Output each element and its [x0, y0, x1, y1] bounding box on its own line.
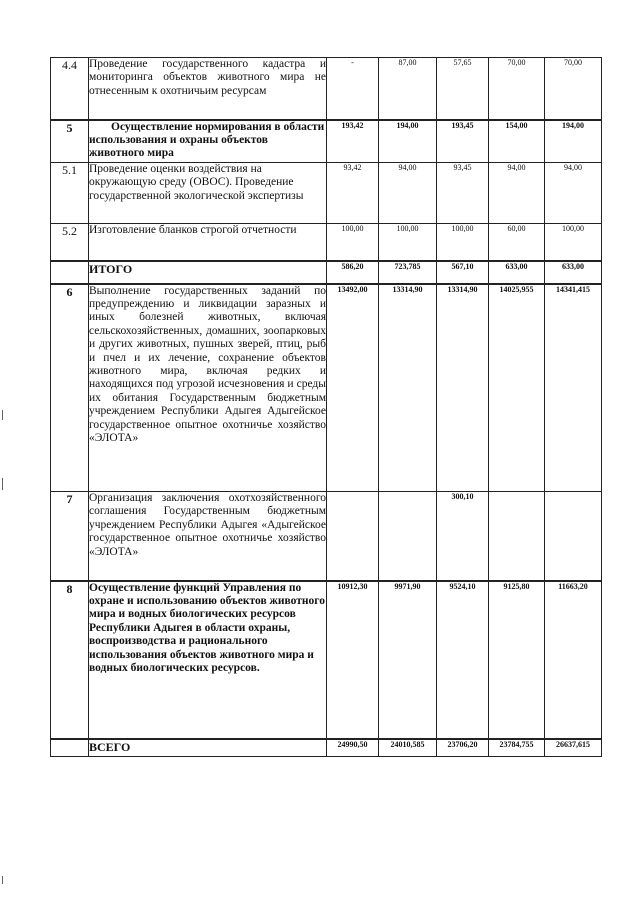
table-row — [51, 58, 602, 120]
value-cell: 14341,415 — [545, 284, 602, 492]
table-row — [51, 224, 602, 261]
value-cell — [327, 492, 379, 581]
row-number: 7 — [51, 492, 89, 581]
row-number — [51, 261, 89, 284]
value-cell: 94,00 — [489, 163, 545, 224]
scan-mark — [2, 478, 3, 490]
row-number: 8 — [51, 581, 89, 739]
value-cell: 567,10 — [437, 261, 489, 284]
table-row — [51, 284, 602, 492]
value-cell: 100,00 — [437, 224, 489, 261]
value-cell: 13492,00 — [327, 284, 379, 492]
value-cell: 26637,615 — [545, 739, 602, 757]
value-cell: - — [327, 58, 379, 120]
budget-table — [50, 57, 602, 757]
value-cell: 633,00 — [489, 261, 545, 284]
row-number: 6 — [51, 284, 89, 492]
value-cell: 13314,90 — [379, 284, 437, 492]
row-name: Осуществление нормирования в области использования и охраны объектов животного мира — [89, 120, 327, 163]
value-cell: 154,00 — [489, 120, 545, 163]
row-name: Изготовление бланков строгой отчетности — [89, 224, 327, 261]
value-cell: 194,00 — [379, 120, 437, 163]
row-number: 4.4 — [51, 58, 89, 120]
value-cell: 300,10 — [437, 492, 489, 581]
table-row — [51, 120, 602, 163]
value-cell: 14025,955 — [489, 284, 545, 492]
subtotal-label: ИТОГО — [89, 261, 327, 284]
table-row — [51, 581, 602, 739]
value-cell: 9125,80 — [489, 581, 545, 739]
table-row — [51, 163, 602, 224]
value-cell: 193,45 — [437, 120, 489, 163]
value-cell: 723,785 — [379, 261, 437, 284]
subtotal-row — [51, 261, 602, 284]
table-row — [51, 492, 602, 581]
row-number: 5.2 — [51, 224, 89, 261]
value-cell: 94,00 — [379, 163, 437, 224]
row-number: 5.1 — [51, 163, 89, 224]
value-cell: 11663,20 — [545, 581, 602, 739]
value-cell: 93,42 — [327, 163, 379, 224]
grand-total-row — [51, 739, 602, 757]
value-cell: 9971,90 — [379, 581, 437, 739]
value-cell: 93,45 — [437, 163, 489, 224]
row-name: Организация заключения охотхозяйственного соглашения Государственным бюджетным учреждением Республики Адыгея «Адыгейское государственное опытное охотничье хозяйство «ЭЛОТА» — [89, 492, 327, 581]
row-number: 5 — [51, 120, 89, 163]
value-cell: 100,00 — [327, 224, 379, 261]
value-cell: 100,00 — [545, 224, 602, 261]
row-name: Осуществление функций Управления по охране и использованию объектов животного мира и водных биологических ресурсов Республики Адыгея в области охраны, воспроизводства и рационального использования объектов животного мира и водных биологических ресурсов. — [89, 581, 327, 739]
value-cell: 100,00 — [379, 224, 437, 261]
row-number — [51, 739, 89, 757]
row-name: Проведение государственного кадастра и мониторинга объектов животного мира не отнесенным к охотничьим ресурсам — [89, 58, 327, 120]
value-cell: 60,00 — [489, 224, 545, 261]
value-cell: 24990,50 — [327, 739, 379, 757]
value-cell — [379, 492, 437, 581]
value-cell: 87,00 — [379, 58, 437, 120]
value-cell: 10912,30 — [327, 581, 379, 739]
value-cell — [545, 492, 602, 581]
value-cell: 23784,755 — [489, 739, 545, 757]
scan-mark — [2, 410, 3, 420]
value-cell: 633,00 — [545, 261, 602, 284]
value-cell: 70,00 — [545, 58, 602, 120]
value-cell: 194,00 — [545, 120, 602, 163]
value-cell — [489, 492, 545, 581]
value-cell: 94,00 — [545, 163, 602, 224]
value-cell: 24010,585 — [379, 739, 437, 757]
grand-total-label: ВСЕГО — [89, 739, 327, 757]
value-cell: 23706,20 — [437, 739, 489, 757]
value-cell: 13314,90 — [437, 284, 489, 492]
scan-mark — [2, 876, 3, 884]
value-cell: 70,00 — [489, 58, 545, 120]
value-cell: 9524,10 — [437, 581, 489, 739]
value-cell: 57,65 — [437, 58, 489, 120]
value-cell: 586,20 — [327, 261, 379, 284]
row-name: Выполнение государственных заданий по предупреждению и ликвидации заразных и иных болезней животных, включая сельскохозяйственных, домашних, зоопарковых и других животных, пушных зверей, птиц, рыб и пчел и их лечение, сохранение объектов животного мира, включая редких и находящихся под угрозой исчезновения и среды их обитания Государственным бюджетным учреждением Республики Адыгея Адыгейское государственное опытное охотничье хозяйство «ЭЛОТА» — [89, 284, 327, 492]
row-name: Проведение оценки воздействия на окружающую среду (ОВОС). Проведение государственной экологической экспертизы — [89, 163, 327, 224]
value-cell: 193,42 — [327, 120, 379, 163]
